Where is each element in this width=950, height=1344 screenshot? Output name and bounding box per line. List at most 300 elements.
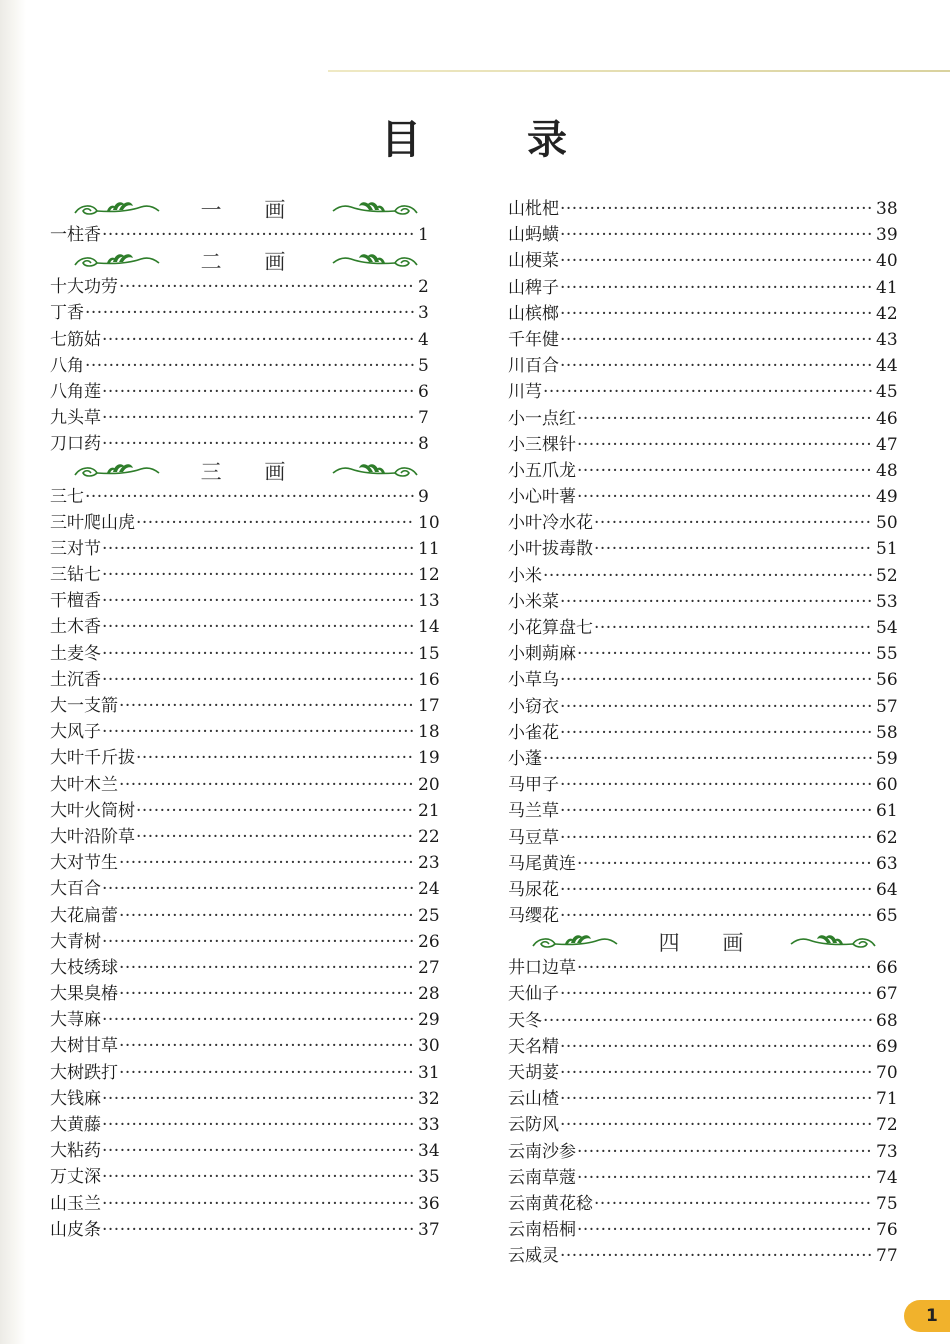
toc-entry-page: 72 [876, 1115, 898, 1136]
toc-entry-name: 小蓬 [508, 748, 542, 769]
dot-leader [85, 300, 414, 326]
dot-leader [543, 1008, 872, 1034]
dot-leader [102, 1164, 414, 1190]
toc-entry-page: 76 [876, 1220, 898, 1241]
toc-entry[interactable] [50, 981, 442, 1007]
toc-entry-name: 大叶千斤拔 [50, 748, 135, 769]
toc-entry-name: 山稗子 [508, 277, 559, 298]
toc-entry-name: 云威灵 [508, 1246, 559, 1267]
toc-entry-page: 69 [876, 1036, 898, 1057]
toc-entry[interactable] [508, 275, 900, 301]
toc-entry-name: 小米菜 [508, 591, 559, 612]
toc-entry[interactable] [508, 825, 900, 851]
toc-entry[interactable] [508, 589, 900, 615]
toc-entry[interactable] [508, 877, 900, 903]
toc-entry-page: 42 [876, 303, 898, 324]
section-heading [50, 458, 442, 484]
toc-entry[interactable] [50, 929, 442, 955]
toc-entry-name: 川百合 [508, 356, 559, 377]
dot-leader [136, 510, 414, 536]
toc-entry-name: 马尾黄连 [508, 853, 576, 874]
toc-entry-name: 小雀花 [508, 722, 559, 743]
toc-entry-name: 小五爪龙 [508, 460, 576, 481]
toc-entry[interactable] [508, 1217, 900, 1243]
toc-entry-name: 三叶爬山虎 [50, 512, 135, 533]
toc-entry-name: 云南黄花稔 [508, 1193, 593, 1214]
toc-entry-page: 25 [418, 905, 440, 926]
toc-entry[interactable] [50, 903, 442, 929]
dot-leader [560, 825, 872, 851]
toc-entry[interactable] [50, 955, 442, 981]
toc-entry-name: 小花算盘七 [508, 618, 593, 638]
dot-leader [136, 798, 414, 824]
section-heading [50, 248, 442, 274]
toc-entry-page: 77 [876, 1246, 898, 1267]
dot-leader [102, 929, 414, 955]
dot-leader [102, 588, 414, 614]
toc-entry-name: 万丈深 [50, 1167, 101, 1188]
toc-entry[interactable] [508, 772, 900, 798]
dot-leader [560, 720, 872, 746]
leaf-ornament-icon [329, 248, 421, 274]
toc-entry-name: 小叶冷水花 [508, 513, 593, 534]
toc-entry-page: 39 [876, 225, 898, 246]
toc-entry-page: 61 [876, 801, 898, 822]
toc-entry-name: 马缨花 [508, 906, 559, 927]
toc-entry-page: 29 [418, 1010, 440, 1031]
toc-entry-page: 10 [418, 512, 440, 533]
toc-entry-page: 52 [876, 565, 898, 586]
toc-entry[interactable] [50, 641, 442, 667]
dot-leader [102, 667, 414, 693]
toc-entry-page: 6 [418, 381, 429, 402]
toc-entry-name: 丁香 [50, 303, 84, 324]
toc-entry-name: 天冬 [508, 1010, 542, 1031]
dot-leader [560, 275, 872, 301]
dot-leader [594, 536, 872, 562]
toc-entry-page: 46 [876, 408, 898, 429]
dot-leader [119, 955, 414, 981]
dot-leader [543, 379, 872, 405]
dot-leader [102, 1138, 414, 1164]
toc-entry-page: 16 [418, 669, 440, 690]
dot-leader [136, 824, 414, 850]
toc-entry-page: 67 [876, 984, 898, 1005]
toc-entry-page: 70 [876, 1063, 898, 1083]
dot-leader [594, 615, 872, 641]
toc-entry[interactable] [508, 510, 900, 536]
toc-entry[interactable] [50, 1086, 442, 1112]
toc-entry-name: 三对节 [50, 538, 101, 559]
dot-leader [102, 719, 414, 745]
toc-entry-page: 65 [876, 906, 898, 927]
toc-entry-name: 大一支箭 [50, 696, 118, 716]
toc-entry-name: 一柱香 [50, 225, 101, 245]
dot-leader [577, 484, 872, 510]
dot-leader [560, 222, 872, 248]
toc-entry-name: 大青树 [50, 931, 101, 952]
dot-leader [560, 248, 872, 274]
toc-entry-page: 37 [418, 1219, 440, 1240]
toc-entry-page: 71 [876, 1089, 898, 1110]
toc-entry[interactable] [508, 1165, 900, 1191]
toc-entry-page: 35 [418, 1167, 440, 1188]
toc-entry-page: 58 [876, 722, 898, 743]
toc-entry[interactable] [50, 745, 442, 771]
toc-entry[interactable] [50, 1033, 442, 1059]
toc-entry-page: 13 [418, 591, 440, 612]
toc-entry[interactable] [50, 876, 442, 902]
toc-entry[interactable] [50, 431, 442, 457]
toc-entry[interactable] [508, 196, 900, 222]
toc-entry-page: 47 [876, 434, 898, 455]
toc-entry-name: 小草乌 [508, 670, 559, 691]
toc-entry-page: 12 [418, 565, 440, 586]
toc-entry-name: 三七 [50, 486, 84, 507]
toc-entry-page: 68 [876, 1010, 898, 1031]
dot-leader [543, 563, 872, 589]
page-number-tab: 1 [904, 1300, 950, 1332]
toc-entry-name: 十大功劳 [50, 277, 118, 298]
toc-entry[interactable] [508, 1034, 900, 1060]
toc-entry-page: 75 [876, 1193, 898, 1214]
toc-entry[interactable] [508, 563, 900, 589]
toc-entry-page: 41 [876, 277, 898, 298]
toc-entry-page: 73 [876, 1141, 898, 1162]
toc-entry-name: 马甲子 [508, 775, 559, 796]
toc-entry-name: 小米 [508, 565, 542, 586]
toc-entry-page: 27 [418, 957, 440, 978]
toc-entry[interactable] [508, 1139, 900, 1165]
toc-entry-page: 26 [418, 931, 440, 952]
toc-entry-page: 17 [418, 696, 440, 716]
toc-entry[interactable] [50, 824, 442, 850]
toc-entry-name: 山皮条 [50, 1219, 101, 1240]
toc-entry-name: 小心叶薯 [508, 487, 576, 508]
toc-entry-page: 19 [418, 748, 440, 769]
toc-entry[interactable] [50, 405, 442, 431]
toc-entry-page: 36 [418, 1193, 440, 1214]
toc-entry-name: 云南草蔻 [508, 1167, 576, 1188]
dot-leader [560, 903, 872, 929]
toc-entry-name: 小叶拔毒散 [508, 539, 593, 560]
toc-entry[interactable] [508, 1008, 900, 1034]
dot-leader [560, 798, 872, 824]
toc-entry[interactable] [508, 1112, 900, 1138]
toc-entry-name: 大果臭椿 [50, 984, 118, 1005]
toc-entry[interactable] [50, 1138, 442, 1164]
leaf-ornament-icon [71, 458, 163, 484]
dot-leader [594, 510, 872, 536]
toc-entry-page: 44 [876, 356, 898, 377]
toc-entry-page: 57 [876, 696, 898, 717]
toc-entry[interactable] [508, 981, 900, 1007]
toc-left-column [50, 196, 442, 1243]
toc-entry-name: 大叶沿阶草 [50, 826, 135, 847]
toc-entry[interactable] [508, 301, 900, 327]
dot-leader [102, 327, 414, 353]
dot-leader [102, 1007, 414, 1033]
toc-entry-name: 云南梧桐 [508, 1220, 576, 1241]
dot-leader [560, 353, 872, 379]
dot-leader [560, 301, 872, 327]
toc-entry-name: 云南沙参 [508, 1141, 576, 1162]
toc-entry-name: 小三棵针 [508, 434, 576, 455]
toc-entry[interactable] [508, 536, 900, 562]
toc-entry-page: 40 [876, 251, 898, 272]
toc-entry-name: 八角 [50, 355, 84, 376]
page-title: 目 录 [381, 117, 613, 163]
toc-entry-name: 大对节生 [50, 853, 118, 874]
toc-entry-page: 7 [418, 408, 429, 429]
toc-entry[interactable] [50, 1164, 442, 1190]
toc-entry-page: 14 [418, 617, 440, 638]
section-heading [50, 196, 442, 222]
toc-entry[interactable] [50, 1112, 442, 1138]
dot-leader [577, 1217, 872, 1243]
toc-entry-name: 土麦冬 [50, 643, 101, 664]
toc-entry-name: 山槟榔 [508, 303, 559, 324]
leaf-ornament-icon [329, 458, 421, 484]
toc-entry[interactable] [50, 1191, 442, 1217]
leaf-ornament-icon [529, 929, 621, 955]
toc-entry[interactable] [508, 720, 900, 746]
toc-entry-page: 49 [876, 487, 898, 508]
toc-entry-page: 15 [418, 643, 440, 664]
toc-entry[interactable] [508, 1060, 900, 1086]
toc-entry-page: 55 [876, 644, 898, 665]
toc-entry-page: 5 [418, 355, 429, 376]
dot-leader [560, 196, 872, 222]
dot-leader [85, 484, 414, 510]
toc-entry[interactable] [508, 798, 900, 824]
toc-entry[interactable] [50, 274, 442, 300]
toc-entry[interactable] [50, 300, 442, 326]
toc-entry[interactable] [50, 667, 442, 693]
toc-entry-name: 八角莲 [50, 381, 101, 402]
toc-entry-page: 62 [876, 827, 898, 848]
toc-entry-name: 云防风 [508, 1115, 559, 1136]
toc-entry-name: 川芎 [508, 382, 542, 403]
toc-entry-page: 48 [876, 460, 898, 481]
toc-entry-page: 38 [876, 199, 898, 219]
toc-entry[interactable] [50, 588, 442, 614]
toc-entry-page: 23 [418, 853, 440, 874]
dot-leader [119, 693, 414, 719]
toc-entry-name: 大枝绣球 [50, 957, 118, 978]
dot-leader [102, 614, 414, 640]
toc-entry[interactable] [50, 510, 442, 536]
toc-entry-name: 云山楂 [508, 1089, 559, 1110]
toc-entry[interactable] [508, 903, 900, 929]
toc-entry-page: 34 [418, 1141, 440, 1162]
dot-leader [102, 1112, 414, 1138]
toc-entry-page: 8 [418, 434, 429, 455]
toc-entry[interactable] [508, 458, 900, 484]
toc-entry[interactable] [50, 1060, 442, 1086]
toc-entry-name: 小一点红 [508, 408, 576, 429]
toc-entry[interactable] [50, 693, 442, 719]
toc-entry[interactable] [508, 1086, 900, 1112]
toc-entry-name: 土沉香 [50, 669, 101, 690]
toc-entry-page: 59 [876, 748, 898, 769]
toc-entry-name: 大粘药 [50, 1141, 101, 1162]
toc-entry[interactable] [50, 484, 442, 510]
toc-entry-name: 千年健 [508, 329, 559, 350]
toc-entry[interactable] [50, 536, 442, 562]
toc-entry[interactable] [508, 353, 900, 379]
toc-entry-name: 小刺蒴麻 [508, 644, 576, 665]
toc-entry[interactable] [50, 798, 442, 824]
dot-leader [102, 562, 414, 588]
toc-entry-page: 50 [876, 513, 898, 534]
section-heading-label: 四 画 [658, 931, 762, 956]
toc-entry-name: 天名精 [508, 1036, 559, 1057]
dot-leader [577, 406, 872, 432]
toc-entry-page: 28 [418, 984, 440, 1005]
toc-entry-page: 60 [876, 775, 898, 796]
toc-entry-name: 山蚂蟥 [508, 225, 559, 246]
toc-entry[interactable] [50, 850, 442, 876]
toc-entry-name: 马兰草 [508, 801, 559, 822]
toc-entry-page: 2 [418, 277, 429, 298]
dot-leader [102, 222, 414, 248]
dot-leader [102, 536, 414, 562]
toc-entry-name: 大叶木兰 [50, 774, 118, 795]
dot-leader [560, 1112, 872, 1138]
toc-entry[interactable] [508, 694, 900, 720]
toc-entry-page: 45 [876, 382, 898, 403]
toc-entry[interactable] [508, 746, 900, 772]
toc-entry-page: 30 [418, 1036, 440, 1057]
toc-right-column [508, 196, 900, 1270]
dot-leader [560, 1243, 872, 1269]
dot-leader [102, 431, 414, 457]
toc-entry-name: 三钻七 [50, 565, 101, 586]
toc-entry-page: 66 [876, 958, 898, 979]
dot-leader [560, 981, 872, 1007]
toc-entry[interactable] [50, 614, 442, 640]
toc-entry-page: 64 [876, 879, 898, 900]
toc-entry-name: 土木香 [50, 617, 101, 638]
toc-entry-name: 大树甘草 [50, 1036, 118, 1057]
dot-leader [577, 955, 872, 981]
toc-entry-page: 54 [876, 618, 898, 638]
toc-entry-name: 大叶火筒树 [50, 800, 135, 821]
toc-entry[interactable] [508, 248, 900, 274]
section-heading [508, 929, 900, 955]
toc-entry[interactable] [50, 1007, 442, 1033]
toc-entry-name: 干檀香 [50, 591, 101, 612]
dot-leader [560, 589, 872, 615]
toc-entry[interactable] [50, 1217, 442, 1243]
toc-entry-name: 刀口药 [50, 434, 101, 455]
toc-entry-page: 56 [876, 670, 898, 691]
toc-entry-name: 井口边草 [508, 958, 576, 979]
toc-entry[interactable] [50, 772, 442, 798]
dot-leader [119, 903, 414, 929]
dot-leader [560, 1086, 872, 1112]
dot-leader [119, 274, 414, 300]
dot-leader [577, 458, 872, 484]
toc-entry[interactable] [508, 955, 900, 981]
toc-entry[interactable] [508, 484, 900, 510]
toc-entry[interactable] [508, 1191, 900, 1217]
toc-entry-name: 大黄藤 [50, 1115, 101, 1135]
toc-entry[interactable] [50, 222, 442, 248]
toc-entry-page: 3 [418, 303, 429, 324]
toc-entry-name: 马尿花 [508, 879, 559, 900]
dot-leader [119, 1033, 414, 1059]
leaf-ornament-icon [787, 929, 879, 955]
toc-entry-name: 大钱麻 [50, 1088, 101, 1109]
toc-entry[interactable] [508, 667, 900, 693]
toc-entry[interactable] [508, 222, 900, 248]
toc-entry-name: 天仙子 [508, 984, 559, 1005]
toc-entry-name: 山玉兰 [50, 1193, 101, 1214]
dot-leader [102, 1191, 414, 1217]
dot-leader [560, 327, 872, 353]
toc-entry[interactable] [508, 379, 900, 405]
toc-entry[interactable] [508, 406, 900, 432]
toc-entry[interactable] [50, 562, 442, 588]
toc-entry-name: 九头草 [50, 408, 101, 429]
page-binding-edge [0, 0, 26, 1344]
dot-leader [119, 772, 414, 798]
toc-entry[interactable] [508, 1243, 900, 1269]
dot-leader [577, 1165, 872, 1191]
dot-leader [119, 850, 414, 876]
leaf-ornament-icon [71, 196, 163, 222]
section-heading-label: 一 画 [200, 198, 304, 222]
toc-entry[interactable] [508, 641, 900, 667]
toc-entry-page: 1 [418, 225, 429, 245]
toc-entry-name: 大风子 [50, 722, 101, 743]
toc-entry-name: 大花扁蕾 [50, 905, 118, 926]
toc-entry-name: 小窃衣 [508, 696, 559, 717]
leaf-ornament-icon [329, 196, 421, 222]
toc-entry[interactable] [508, 851, 900, 877]
dot-leader [119, 981, 414, 1007]
dot-leader [102, 379, 414, 405]
toc-entry-page: 43 [876, 329, 898, 350]
toc-entry-page: 11 [418, 538, 440, 559]
toc-entry-page: 53 [876, 591, 898, 612]
toc-entry-name: 马豆草 [508, 827, 559, 848]
dot-leader [102, 876, 414, 902]
dot-leader [560, 1034, 872, 1060]
toc-entry-page: 4 [418, 329, 429, 350]
toc-entry-page: 63 [876, 853, 898, 874]
toc-entry[interactable] [508, 432, 900, 458]
toc-entry-page: 9 [418, 486, 429, 507]
dot-leader [102, 1217, 414, 1243]
toc-entry[interactable] [50, 353, 442, 379]
leaf-ornament-icon [71, 248, 163, 274]
toc-entry-page: 51 [876, 539, 898, 560]
dot-leader [102, 1086, 414, 1112]
header-rule [328, 70, 950, 72]
toc-entry-page: 31 [418, 1062, 440, 1083]
toc-entry[interactable] [50, 327, 442, 353]
toc-entry-page: 18 [418, 722, 440, 743]
toc-entry[interactable] [50, 379, 442, 405]
toc-entry[interactable] [508, 615, 900, 641]
section-heading-label: 三 画 [200, 459, 304, 484]
toc-entry[interactable] [508, 327, 900, 353]
toc-entry[interactable] [50, 719, 442, 745]
dot-leader [560, 1060, 872, 1086]
